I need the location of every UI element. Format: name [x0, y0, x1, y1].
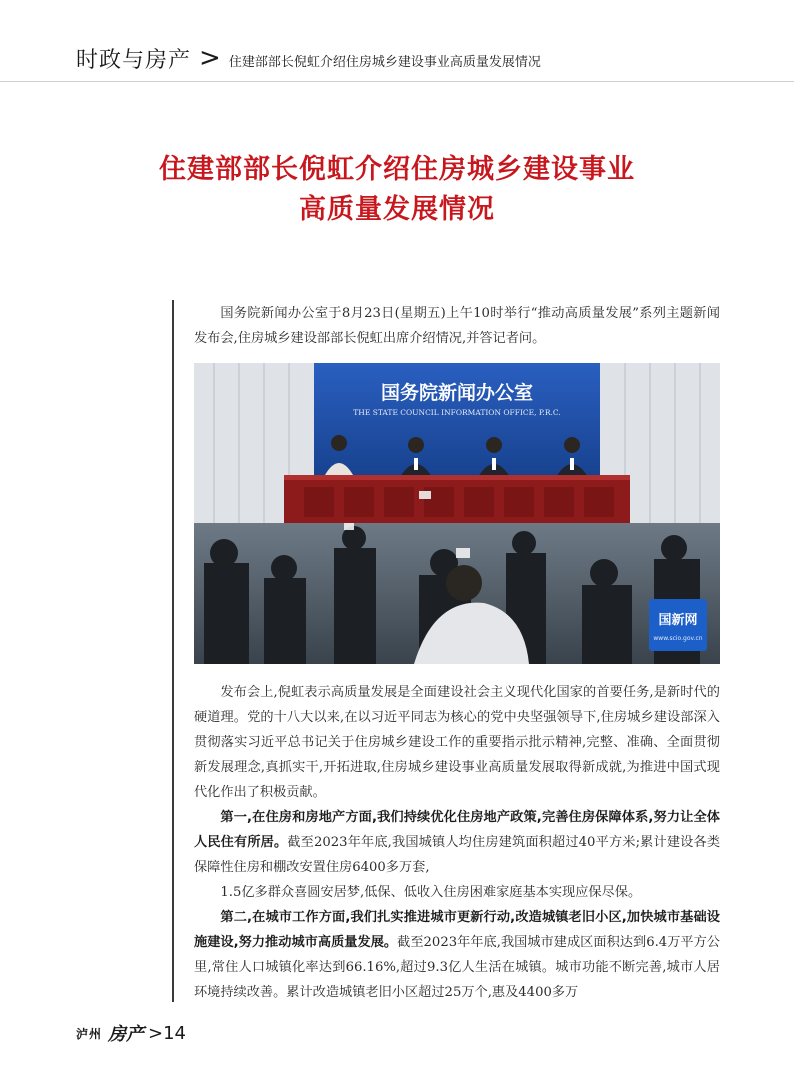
lead-paragraph: 国务院新闻办公室于8月23日(星期五)上午10时举行“推动高质量发展”系列主题新闻发布会,住房城乡建设部部长倪虹出席介绍情况,并答记者问。	[194, 306, 720, 346]
section-title: 时政与房产	[76, 47, 192, 73]
paragraph-4	[194, 905, 720, 1005]
paragraph-2-bold: 第一,在住房和房地产方面,我们持续优化住房地产政策,完善住房保障体系,努力让全体人民住有所居。	[194, 810, 720, 850]
article-title	[60, 150, 734, 230]
header-subtitle: 住建部部长倪虹介绍住房城乡建设事业高质量发展情况	[228, 54, 541, 70]
page-footer	[76, 1020, 186, 1046]
article-body	[194, 301, 720, 1005]
paragraph-1: 发布会上,倪虹表示高质量发展是全面建设社会主义现代化国家的首要任务,是新时代的硬道理。党的十八大以来,在以习近平同志为核心的党中央坚强领导下,住房城乡建设部深入贯彻落实习近平总书记关于住房城乡建设工作的重要指示批示精神,完整、准确、全面贯彻新发展理念,真抓实干,开拓进取,住房城乡建设事业高质量发展取得新成就,为推进中国式现代化作出了积极贡献。	[194, 685, 720, 800]
paragraph-3: 1.5亿多群众喜圆安居梦,低保、低收入住房困难家庭基本实现应保尽保。	[220, 885, 642, 900]
paragraph-4-text: 截至2023年年底,我国城市建成区面积达到6.4万平方公里,常住人口城镇化率达到66.16%,超过9.3亿人生活在城镇。城市功能不断完善,城市人居环境持续改善。累计改造城镇老旧小区超过25万个,惠及4400多万	[194, 935, 720, 1000]
backdrop-title: 国务院新闻办公室	[380, 382, 534, 404]
footer-brand-big: 房产	[108, 1024, 145, 1045]
chevron-right-icon: >	[199, 43, 221, 73]
badge-url: www.scio.gov.cn	[653, 635, 703, 642]
paragraph-2	[194, 805, 720, 880]
paragraph-2-text: 截至2023年年底,我国城镇人均住房建筑面积超过40平方米;累计建设各类保障性住房和棚改安置住房6400多万套,	[194, 835, 721, 875]
badge-name: 国新网	[658, 613, 698, 628]
press-conference-photo	[194, 363, 720, 664]
header-divider	[0, 81, 794, 82]
news-badge	[649, 599, 707, 651]
backdrop-subtitle: THE STATE COUNCIL INFORMATION OFFICE, P.R.C.	[353, 408, 561, 417]
title-line-2: 高质量发展情况	[299, 194, 495, 225]
podium-table	[284, 475, 630, 523]
footer-brand-small: 泸州	[76, 1026, 103, 1041]
column-rule	[172, 300, 174, 1002]
paragraph-4-bold: 第二,在城市工作方面,我们扎实推进城市更新行动,改造城镇老旧小区,加快城市基础设施建设,努力推动城市高质量发展。	[194, 910, 720, 950]
page-number: >14	[148, 1022, 187, 1044]
title-line-1: 住建部部长倪虹介绍住房城乡建设事业	[159, 154, 635, 185]
page-header	[76, 40, 541, 76]
